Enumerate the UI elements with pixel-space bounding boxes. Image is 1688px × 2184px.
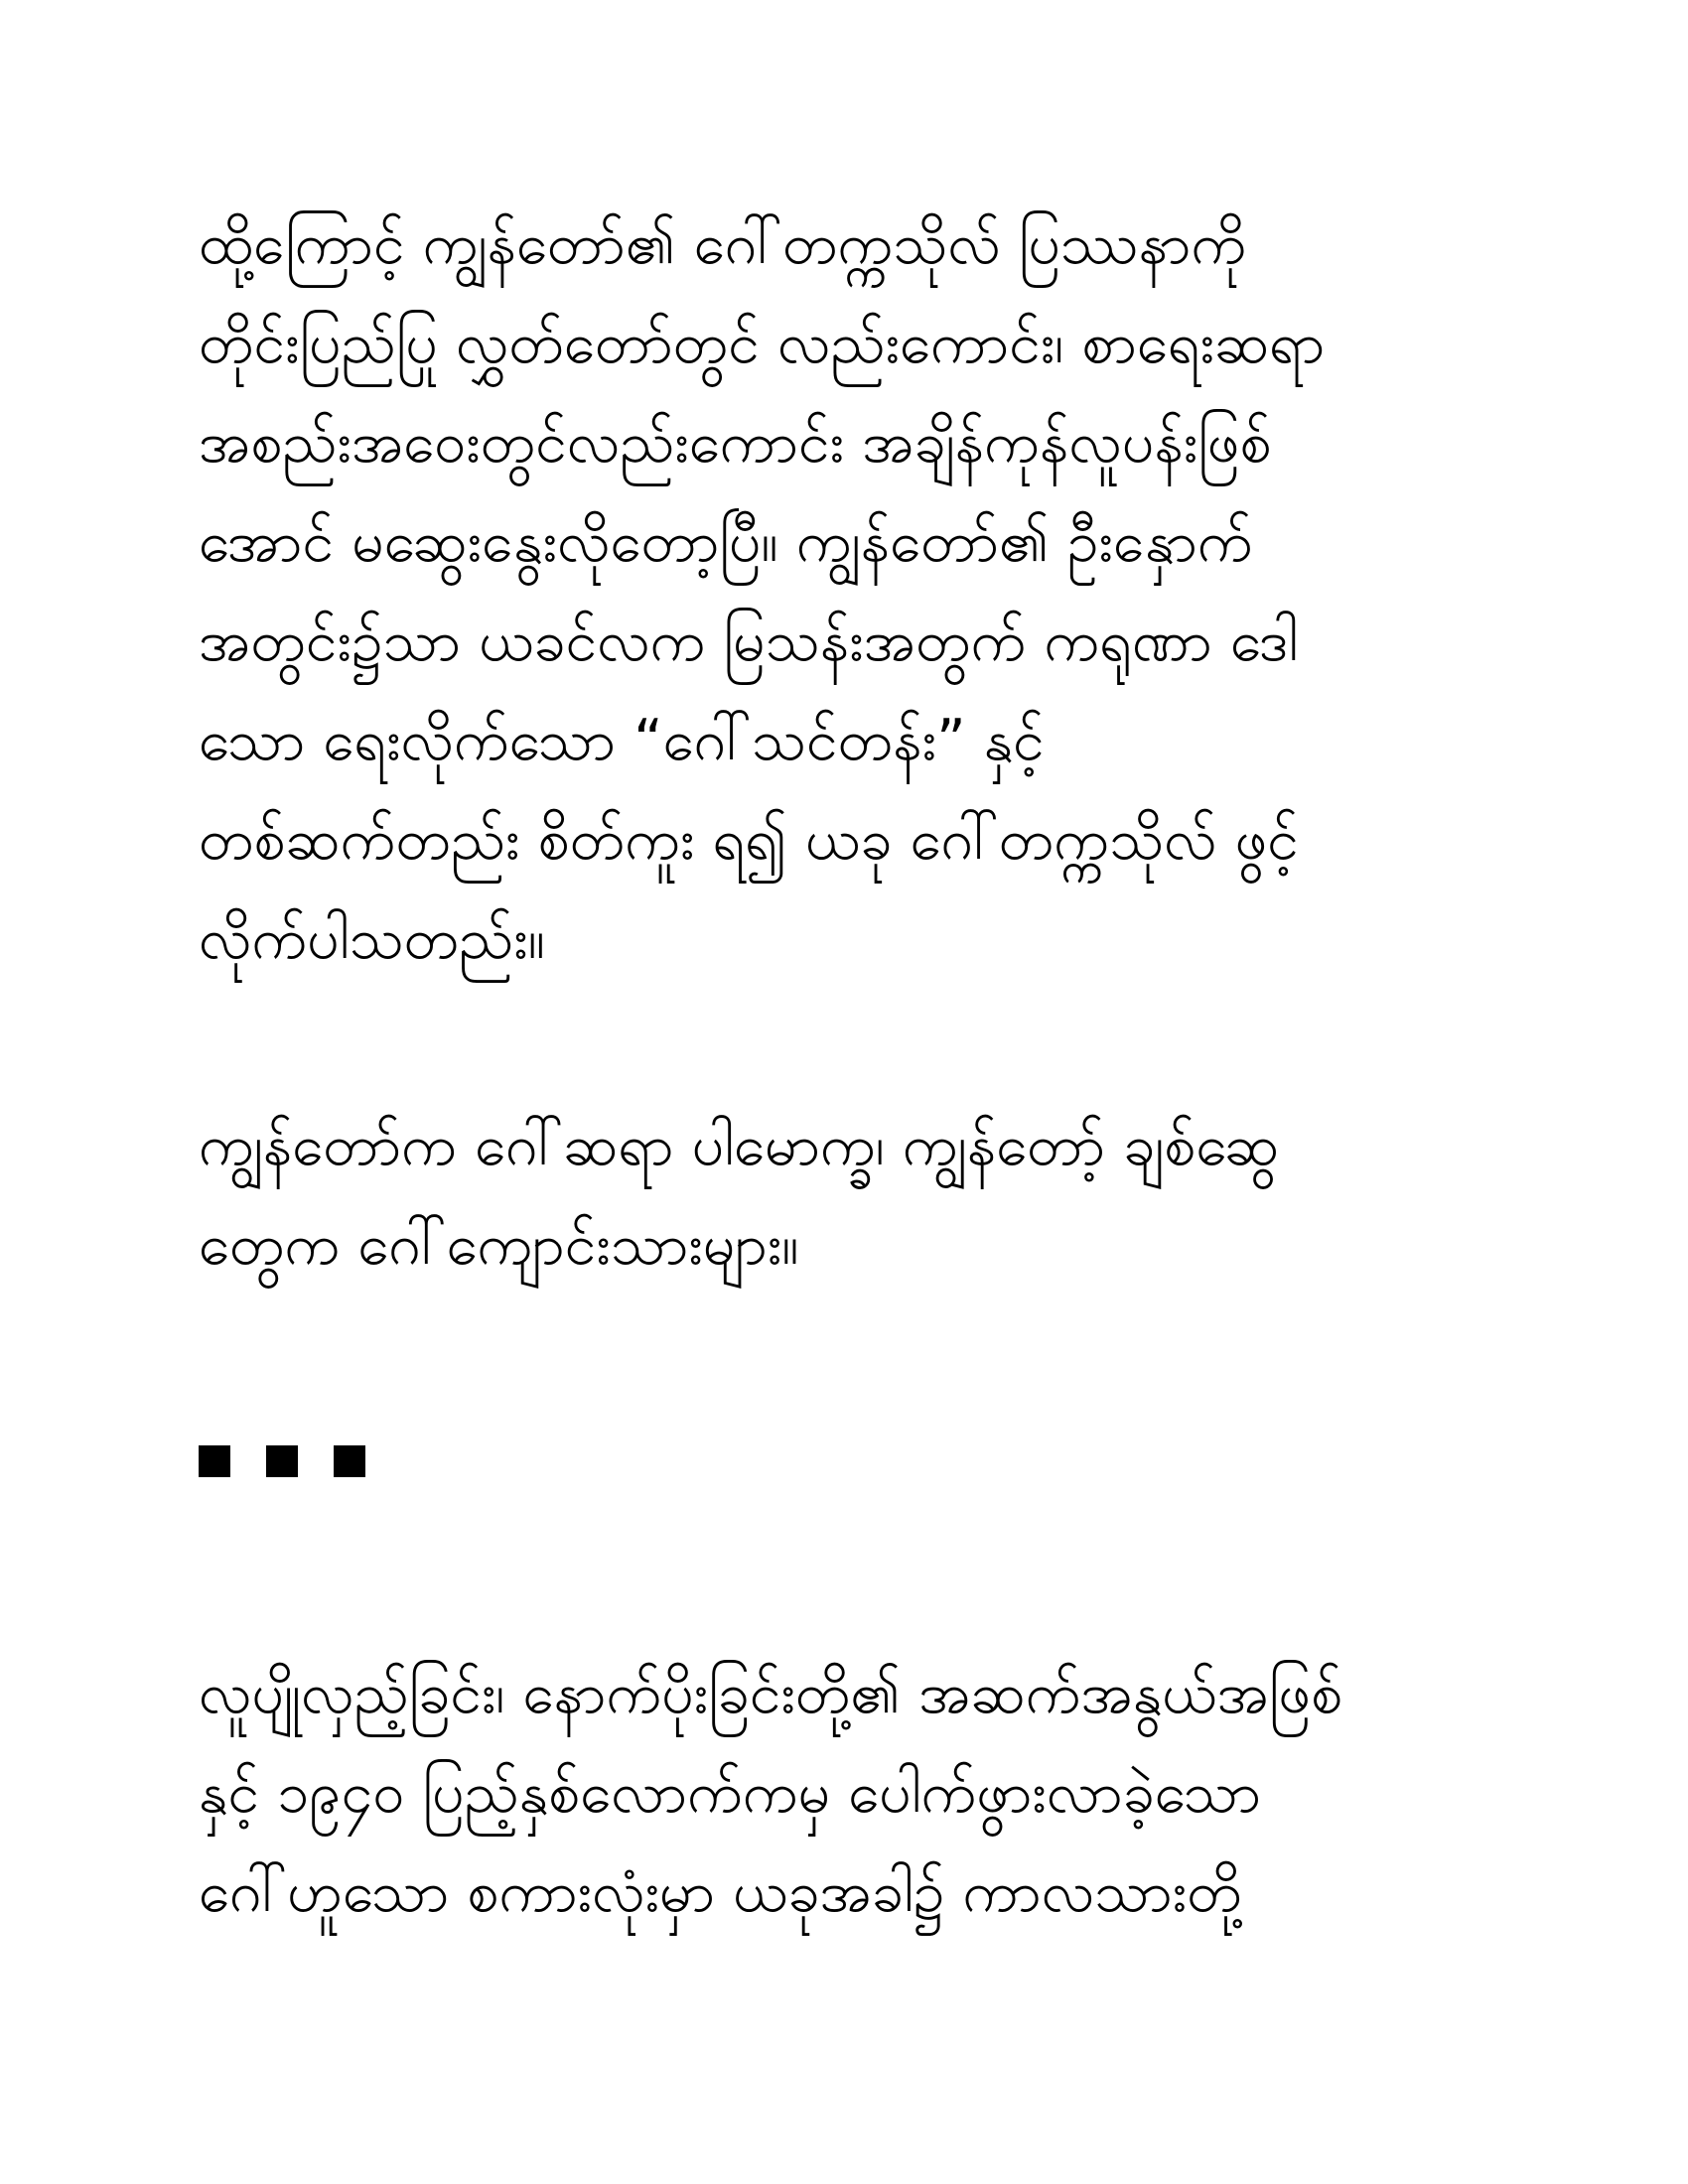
text-line: လူပျိုလှည့်ခြင်း၊ နောက်ပိုးခြင်းတို့၏ အဆက်အနွယ်အဖြစ် — [199, 1661, 1343, 1726]
separator-square-icon — [334, 1445, 365, 1477]
paragraph-spacer — [199, 1481, 1489, 1644]
separator-square-icon — [199, 1445, 230, 1477]
text-line: သော ရေးလိုက်သော “ဂေါ်သင်တန်း” နှင့် — [199, 708, 1045, 773]
paragraph-3 — [199, 1644, 1489, 1942]
text-line: ဂေါ်ဟူသော စကားလုံးမှာ ယခုအခါ၌ ကာလသားတို့ — [199, 1859, 1242, 1925]
text-line: ထို့ကြောင့် ကျွန်တော်၏ ဂေါ်တက္ကသိုလ် ပြဿနာကို — [199, 211, 1247, 277]
text-line: နှင့် ၁၉၄၀ ပြည့်နှစ်လောက်ကမှ ပေါက်ဖွားလာခဲ့သော — [199, 1760, 1262, 1826]
section-separator — [199, 1445, 1489, 1481]
text-line: အစည်းအဝေးတွင်လည်းကောင်း အချိန်ကုန်လူပန်းဖြစ် — [199, 410, 1272, 476]
text-line: လိုက်ပါသတည်း။ — [199, 906, 546, 972]
text-line: တိုင်းပြည်ပြု လွှတ်တော်တွင် လည်းကောင်း၊ စာရေးဆရာ — [199, 311, 1326, 376]
text-line: တွေက ဂေါ်ကျောင်းသားများ။ — [199, 1212, 799, 1278]
paragraph-1 — [199, 195, 1489, 989]
paragraph-spacer — [199, 989, 1489, 1096]
text-line: တစ်ဆက်တည်း စိတ်ကူး ရ၍ ယခု ဂေါ်တက္ကသိုလ် ဖွင့် — [199, 807, 1299, 873]
text-line: အတွင်း၌သာ ယခင်လက မြသန်းအတွက် ကရုဏာ ဒေါ — [199, 609, 1299, 674]
text-line: အောင် မဆွေးနွေးလိုတော့ပြီ။ ကျွန်တော်၏ ဦးနှောက် — [199, 509, 1253, 575]
separator-square-icon — [266, 1445, 298, 1477]
document-page — [199, 195, 1489, 1942]
text-line: ကျွန်တော်က ဂေါ်ဆရာ ပါမောက္ခ၊ ကျွန်တော့် ချစ်ဆွေ — [199, 1113, 1280, 1178]
paragraph-2 — [199, 1096, 1489, 1295]
